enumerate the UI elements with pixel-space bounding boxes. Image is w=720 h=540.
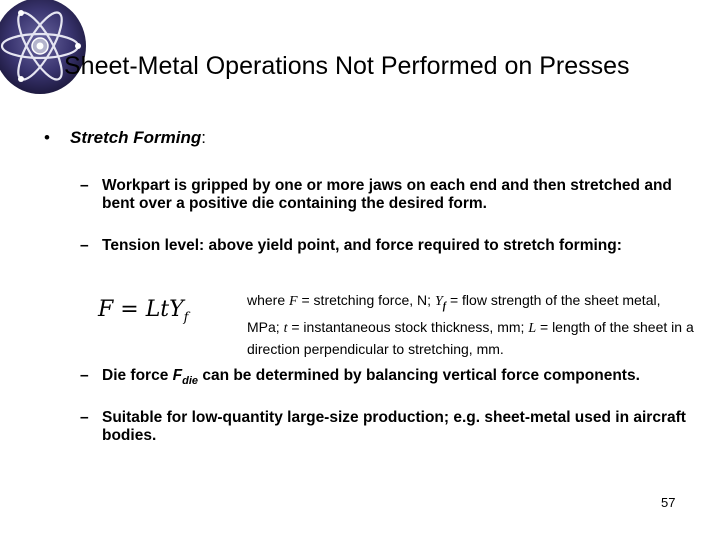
formula-lhs: F xyxy=(98,297,114,322)
legend-var-y-sub: f xyxy=(442,300,447,312)
formula-rhs-sub: f xyxy=(183,310,189,326)
sub-item-text: Tension level: above yield point, and force required to stretch forming: xyxy=(102,237,622,254)
legend-text: = length of the sheet in a direction perpendicular to stretching, mm. xyxy=(247,318,694,357)
die-force-post: can be determined by balancing vertical force components. xyxy=(198,367,640,384)
sub-item-text: Workpart is gripped by one or more jaws on each end and then stretched and bent over a positive die containing the desired form. xyxy=(102,177,672,212)
sub-item-die-force xyxy=(80,367,690,390)
sub-dash: – xyxy=(80,409,89,426)
sub-dash: – xyxy=(80,177,89,194)
legend-text: where xyxy=(247,292,290,308)
legend-var-y: Y xyxy=(434,294,443,309)
main-colon: : xyxy=(201,128,207,147)
legend-var-l: L xyxy=(528,320,537,336)
legend-var-t: t xyxy=(283,320,288,336)
slide-title: Sheet-Metal Operations Not Performed on Presses xyxy=(64,52,630,80)
main-term: Stretch Forming xyxy=(70,128,202,147)
formula-eq: = xyxy=(113,297,146,322)
main-bullet xyxy=(44,128,206,148)
die-force-var: F xyxy=(172,367,183,384)
legend-var-f: F xyxy=(289,294,298,309)
die-force-pre: Die force xyxy=(102,367,173,384)
sub-dash: – xyxy=(80,367,89,384)
page-number: 57 xyxy=(661,495,676,510)
die-force-sub: die xyxy=(182,375,199,387)
formula-legend xyxy=(247,290,697,359)
sub-item-workpart xyxy=(80,177,690,213)
bullet-dot: • xyxy=(44,128,50,147)
sub-dash: – xyxy=(80,237,89,254)
sub-item-suitable xyxy=(80,409,690,445)
legend-text: = stretching force, N; xyxy=(297,292,435,308)
legend-text: = flow strength of the sheet metal, MPa; xyxy=(247,292,661,335)
sub-item-tension xyxy=(80,237,690,255)
atom-logo-icon xyxy=(0,0,92,100)
sub-item-text xyxy=(80,367,690,390)
formula-rhs: LtY xyxy=(145,297,184,322)
legend-text: = instantaneous stock thickness, mm; xyxy=(287,318,529,335)
sub-item-text: Suitable for low-quantity large-size production; e.g. sheet-metal used in aircraft bodies. xyxy=(102,409,686,444)
stretch-force-formula xyxy=(98,297,188,325)
